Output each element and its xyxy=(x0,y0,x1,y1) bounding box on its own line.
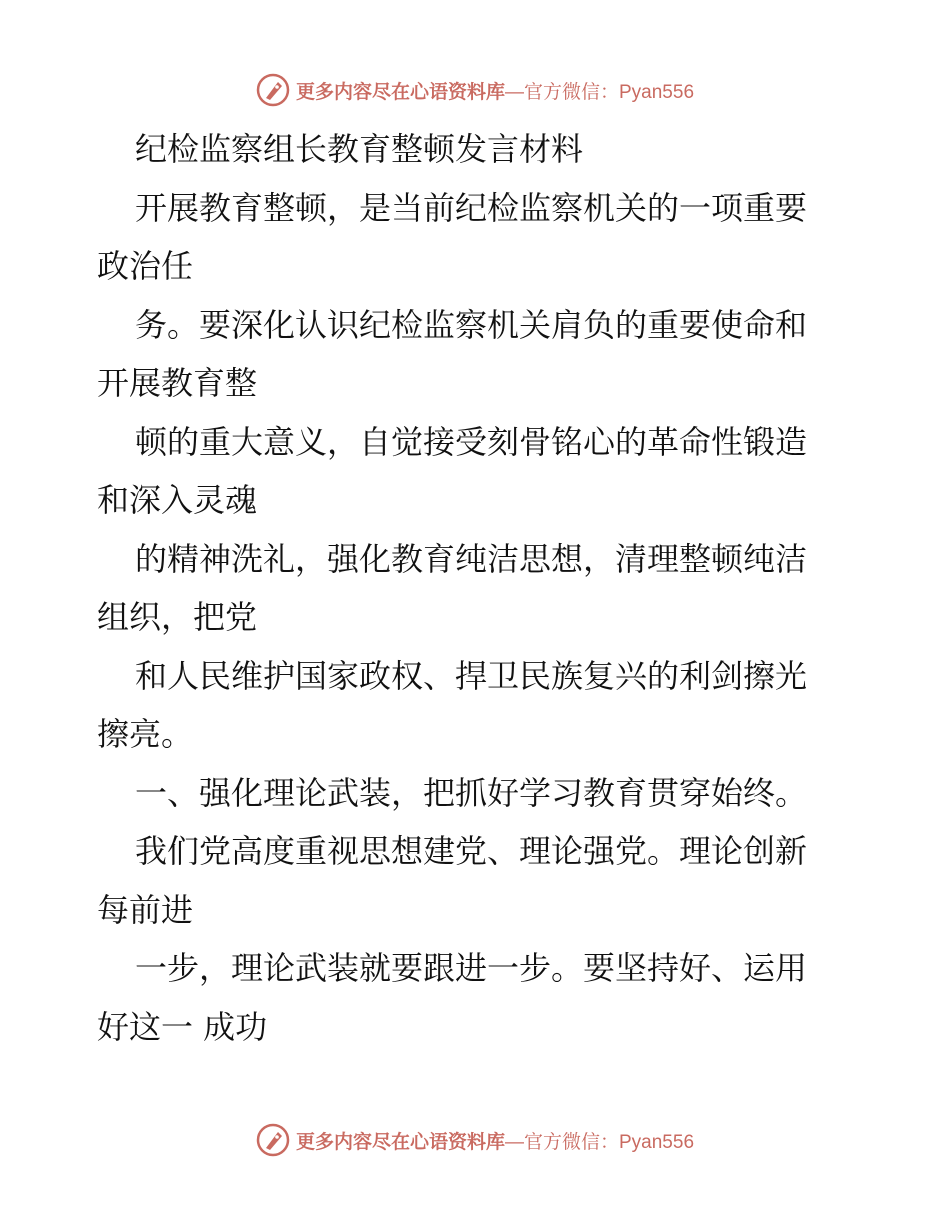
section-heading-1 xyxy=(97,764,857,823)
paragraph-line: 和人民维护国家政权、捍卫民族复兴的利剑擦光 xyxy=(135,656,808,695)
document-title: 纪检监察组长教育整顿发言材料 xyxy=(135,130,584,168)
watermark-brand-text: 更多内容尽在心语资料库 xyxy=(295,1130,505,1153)
watermark-suffix-text: —官方微信：Pyan556 xyxy=(505,1131,695,1153)
paragraph-line: 一步，理论武装就要跟进一步。要坚持好、运用 xyxy=(135,949,808,987)
paragraph-continuation: 开展教育整 xyxy=(97,364,258,402)
paragraph-line: 一、强化理论武装，把抓好学习教育贯穿始终。 xyxy=(135,773,808,812)
paragraph-line: 务。要深化认识纪检监察机关肩负的重要使命和 xyxy=(135,305,808,344)
paragraph-8 xyxy=(97,939,857,1056)
paragraph-continuation: 政治任 xyxy=(97,247,194,285)
watermark-brand-text: 更多内容尽在心语资料库 xyxy=(295,80,505,103)
paragraph-continuation: 擦亮。 xyxy=(97,715,194,753)
paragraph-5 xyxy=(97,647,857,764)
paragraph-continuation: 和深入灵魂 xyxy=(97,481,258,519)
paragraph-3 xyxy=(97,413,857,530)
paragraph-7 xyxy=(97,822,857,939)
paragraph-line: 我们党高度重视思想建党、理论强党。理论创新 xyxy=(135,832,808,870)
paragraph-line: 的精神洗礼，强化教育纯洁思想，清理整顿纯洁 xyxy=(135,539,808,578)
paragraph-4 xyxy=(97,530,857,647)
pen-nib-logo-icon xyxy=(256,1123,290,1157)
header-watermark xyxy=(0,70,950,110)
watermark-suffix-text: —官方微信：Pyan556 xyxy=(505,81,695,103)
paragraph-line: 开展教育整顿，是当前纪检监察机关的一项重要 xyxy=(135,188,808,227)
paragraph-line: 顿的重大意义，自觉接受刻骨铭心的革命性锻造 xyxy=(135,422,808,461)
document-body xyxy=(97,120,857,1056)
paragraph-1 xyxy=(97,179,857,296)
paragraph-continuation: 好这一 成功 xyxy=(97,1007,268,1046)
pen-nib-logo-icon xyxy=(256,73,290,107)
paragraph-continuation: 每前进 xyxy=(97,890,194,929)
footer-watermark xyxy=(0,1120,950,1160)
paragraph-continuation: 组织，把党 xyxy=(97,598,258,636)
paragraph-2 xyxy=(97,296,857,413)
